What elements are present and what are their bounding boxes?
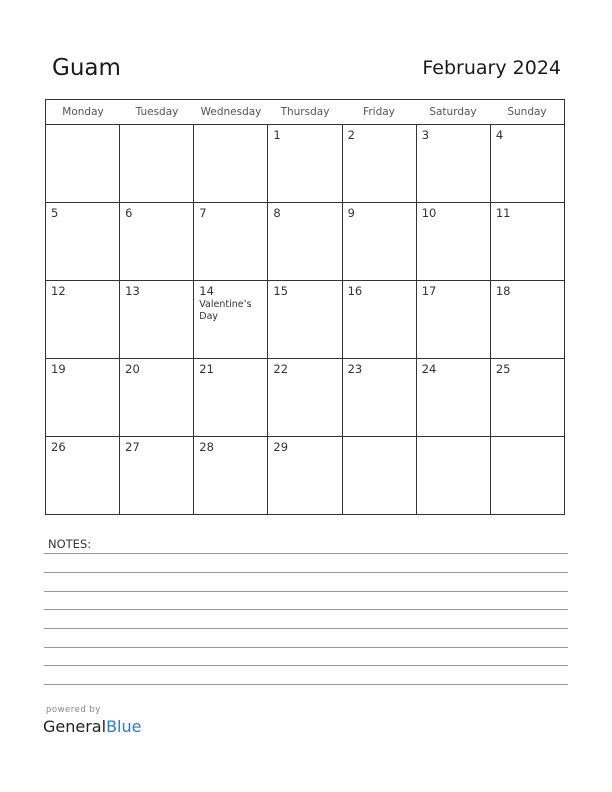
day-cell (491, 125, 564, 202)
day-number: 15 (273, 284, 289, 298)
day-cell (417, 437, 491, 514)
day-number: 12 (51, 284, 66, 298)
note-line (44, 665, 568, 666)
brand-general: General (43, 717, 107, 736)
week-row (46, 281, 564, 359)
calendar-region-title: Guam (52, 55, 121, 81)
day-number: 29 (273, 440, 289, 454)
day-number: 1 (273, 128, 281, 142)
day-cell (343, 437, 417, 514)
day-cell (120, 437, 194, 514)
day-number: 7 (199, 206, 207, 220)
day-cell (343, 125, 417, 202)
day-number: 16 (347, 284, 363, 298)
day-cell (46, 359, 120, 436)
day-number: 26 (51, 440, 66, 454)
day-cell (491, 359, 564, 436)
day-number: 22 (273, 362, 289, 376)
note-line (44, 572, 568, 573)
note-line (44, 609, 568, 610)
note-line (44, 628, 568, 629)
day-cell (194, 359, 268, 436)
day-number: 27 (125, 440, 140, 454)
note-line (44, 553, 568, 554)
day-cell (268, 359, 342, 436)
weekday-label: Monday (62, 106, 104, 118)
day-cell (268, 125, 342, 202)
day-cell (417, 281, 491, 358)
calendar-grid (45, 99, 565, 515)
week-row (46, 359, 564, 437)
powered-by-text: powered by (46, 705, 101, 715)
weekday-label: Tuesday (135, 106, 179, 118)
day-cell (194, 281, 268, 358)
day-cell (46, 203, 120, 280)
day-cell (46, 281, 120, 358)
holiday-label: Valentine’s Day (199, 299, 252, 322)
day-number: 23 (347, 362, 363, 376)
weekday-label: Wednesday (200, 106, 262, 118)
day-number: 8 (273, 206, 281, 220)
weekday-label: Sunday (507, 106, 547, 118)
day-number: 9 (347, 206, 355, 220)
day-number: 3 (421, 128, 430, 142)
day-cell (46, 125, 120, 202)
note-line (44, 647, 568, 648)
day-cell (417, 359, 491, 436)
day-number: 11 (495, 206, 511, 220)
day-number: 4 (495, 128, 504, 142)
calendar-month-title: February 2024 (422, 57, 561, 79)
day-cell (417, 203, 491, 280)
day-cell (343, 281, 417, 358)
day-cell (120, 359, 194, 436)
day-cell (343, 359, 417, 436)
day-cell (268, 203, 342, 280)
week-row (46, 437, 564, 514)
note-line (44, 591, 568, 592)
notes-label: NOTES: (48, 537, 92, 551)
day-number: 19 (51, 362, 66, 376)
day-cell (417, 125, 491, 202)
day-number: 2 (347, 128, 355, 142)
day-number: 10 (421, 206, 437, 220)
day-number: 18 (495, 284, 511, 298)
day-cell (491, 203, 564, 280)
brand-blue: Blue (106, 717, 142, 736)
day-number: 17 (421, 284, 437, 298)
day-cell (120, 125, 194, 202)
day-cell (268, 281, 342, 358)
day-number: 5 (51, 206, 59, 220)
weekday-label: Thursday (280, 106, 330, 118)
day-number: 20 (125, 362, 140, 376)
note-line (44, 684, 568, 685)
day-number: 21 (199, 362, 214, 376)
day-number: 13 (125, 284, 140, 298)
day-cell (194, 203, 268, 280)
day-number: 25 (495, 362, 511, 376)
day-cell (194, 437, 268, 514)
weekday-header (46, 100, 564, 125)
day-cell (491, 437, 564, 514)
day-cell (343, 203, 417, 280)
week-row (46, 203, 564, 281)
day-cell (120, 281, 194, 358)
weeks-container (46, 125, 564, 514)
day-number: 24 (421, 362, 437, 376)
day-cell (491, 281, 564, 358)
day-number: 28 (199, 440, 214, 454)
brand-logo (43, 717, 141, 736)
day-cell (194, 125, 268, 202)
day-cell (46, 437, 120, 514)
weekday-label: Friday (363, 106, 395, 118)
day-cell (268, 437, 342, 514)
week-row (46, 125, 564, 203)
day-number: 14 (199, 284, 214, 298)
weekday-label: Saturday (429, 106, 477, 118)
day-number: 6 (125, 206, 133, 220)
day-cell (120, 203, 194, 280)
